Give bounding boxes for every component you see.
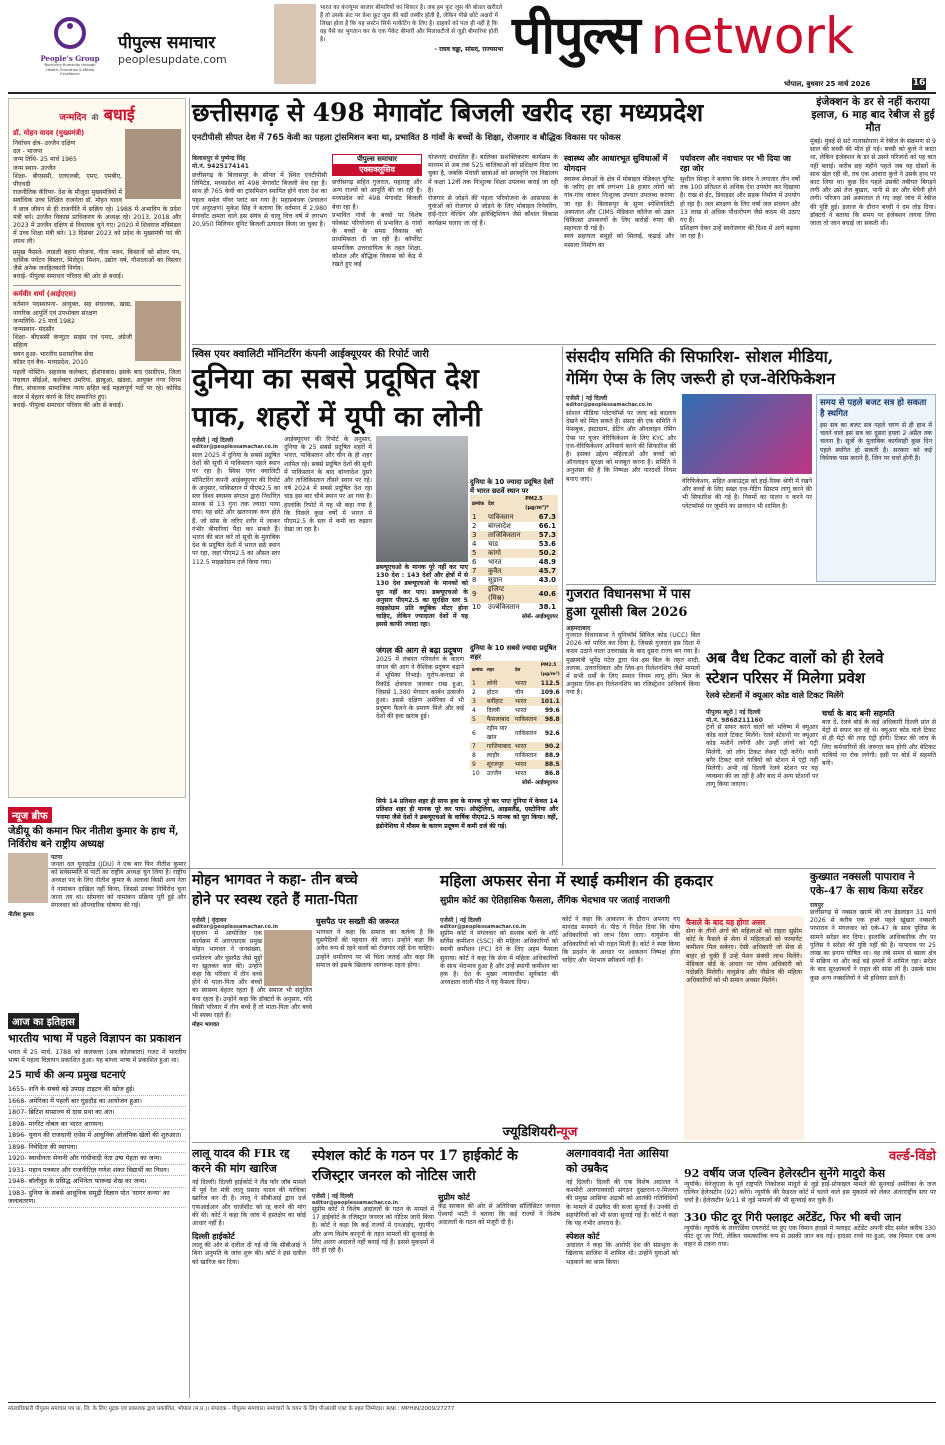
social-headline-2[interactable]: गेमिंग ऐप्स के लिए जरूरी हो एज-वेरिफिकेशन xyxy=(566,369,836,388)
pollution-city: नई दिल्ली xyxy=(211,437,234,444)
news-brief-city: पटना xyxy=(51,854,63,861)
vertical-divider-left xyxy=(189,98,190,1398)
countries-table-cell: 48.9 xyxy=(538,558,556,566)
page-number: 16 xyxy=(912,78,926,88)
lead-box-2-tail: प्रशिक्षण देकर उन्हें स्वरोजगार की दिशा में आगे बढ़ाया जा रहा है। xyxy=(680,225,800,241)
special-court-story: स्पेशल कोर्ट के गठन पर 17 हाईकोर्ट के रजिस्ट्रार जनरल को नोटिस जारी एजेंसी | नई दिल्ली editor@peoplessamachar.co.in सुप्रीम कोर्ट ने विशेष अदालतों के गठन के मामले में 17 हाईकोर्ट के रजिस्ट्रार जनरल को नोटिस जारी किया है। कोर्ट ने कहा कि कई राज्यों में एनआईए, यूएपीए और अन्य विशेष कानूनों के तहत मामलों की सुनवाई के लिए अलग अदालतें नहीं बनाई गई हैं। इससे मुकदमों में देरी हो रही है। सुप्रीम कोर्ट केंद्र सरकार की ओर से अतिरिक्त सॉलिसिटर जनरल ऐश्वर्या भाटी ने बताया कि कई राज्यों ने विशेष अदालतों के गठन को मंजूरी दी है। xyxy=(312,1148,560,1255)
quote-box xyxy=(320,4,503,86)
cm-name: डॉ. मोहन यादव (मुख्यमंत्री) xyxy=(13,129,85,137)
bhagwat-photo-caption: मोहन भागवत xyxy=(192,1022,220,1029)
bhagwat-headline-1[interactable]: मोहन भागवत ने कहा- तीन बच्चे xyxy=(192,872,358,888)
lalu-box-title: दिल्ली हाईकोर्ट xyxy=(192,1232,235,1242)
peoples-group-emblem-icon xyxy=(53,16,87,50)
army-agency: एजेंसी xyxy=(440,917,454,924)
cities-table-cell: 8 xyxy=(472,752,476,759)
lead-body-1: छत्तीसगढ़ के बिलासपुर के सीपत में स्थित एनटीपीसी लिमिटेड, मध्यप्रदेश को 498 मेगावॉट बिजली बेच रहा है। साथ ही 765 केवी का ट्रांसमिशन स्थापित होने वाला देश का पहला थर्मल पॉवर प्लांट बन गया है। महाप्रबंधक (प्रचालन एवं अनुरक्षण) मुकेश सिंह ने बताया कि वर्तमान में 2,980 मेगावॉट क्षमता वाले इस संयंत्र से चालू वित्त वर्ष में लगभग 20,950 मिलियन यूनिट बिजली उत्पादन किया जा चुका है। xyxy=(192,172,327,229)
lalu-story xyxy=(192,1146,306,1396)
countries-table-cell: उज्बेकिस्तान xyxy=(487,603,520,611)
cm-profile-extra: प्रमुख फैसले- लाडली बहना योजना, गीता भवन, किसानों को सोलर पंप, धार्मिक पर्यटन विस्तार, मिलेट्स मिशन, उद्योग वर्ष, गौशालाओं का विस्तार जैसे अनेक जनहितकारी निर्णय। बधाई- पीपुल्स समाचार परिवार की ओर से बधाई। xyxy=(13,248,181,281)
cities-table-cell: 88.5 xyxy=(539,760,562,769)
pollution-body-2: आईक्यूएयर की रिपोर्ट के अनुसार, दुनिया के 25 सबसे प्रदूषित शहरों में भारत, पाकिस्तान और चीन के ही शहर शामिल रहे। सबसे प्रदूषित देशों की सूची में पाकिस्तान के बाद बांग्लादेश दूसरे और ताजिकिस्तान तीसरे स्थान पर रहे। वर्ष 2024 में सबसे प्रदूषित देश रहा चाड इस बार चौथे स्थान पर आ गया है। हालांकि रिपोर्ट में यह भी कहा गया है कि पिछले कुछ वर्षों में भारत में पीएम2.5 के स्तर में कमी का रुझान देखा जा रहा है। xyxy=(284,436,372,534)
cities-table-cell: भारत xyxy=(514,770,527,777)
dateline: भोपाल, बुधवार 25 मार्च 2026 xyxy=(784,80,871,88)
cities-table-cell: सूरजपुर xyxy=(485,760,513,769)
history-event: 1898- मार्गरेट नोबल का भारत आगमन। xyxy=(8,1119,186,1131)
countries-table-cell: 8 xyxy=(472,576,477,584)
cities-table-title: दुनिया के 10 सबसे ज्यादा प्रदूषित शहर xyxy=(470,644,557,661)
history-event: 1655- शनि के सबसे बड़े उपग्रह टाइटन की खोज हुई। xyxy=(8,1084,186,1096)
history-event: 1807- ब्रिटिश साम्राज्य से दास प्रथा का अंत। xyxy=(8,1107,186,1119)
cities-table-row xyxy=(470,751,562,760)
masthead-divider xyxy=(8,92,936,94)
army-subhead: सुप्रीम कोर्ट का ऐतिहासिक फैसला, लैंगिक भेदभाव पर जताई नाराजगी xyxy=(440,896,670,906)
news-brief-body: जनता दल यूनाइटेड (JDU) ने एक बार फिर नीतीश कुमार को सर्वसम्मति से पार्टी का राष्ट्रीय अध्यक्ष चुन लिया है। राष्ट्रीय अध्यक्ष पद के लिए नीतीश कुमार के अलावा किसी अन्य नेता ने नामांकन दाखिल नहीं किया, जिससे उनका निर्विरोध चुना जाना तय था। सोमवार को नामांकन प्रक्रिया पूरी हुई और मंगलवार को औपचारिक घोषणा की गई। xyxy=(51,861,186,910)
history-events-title: 25 मार्च की अन्य प्रमुख घटनाएं xyxy=(8,1070,126,1082)
website[interactable]: peoplesupdate.com xyxy=(118,53,227,66)
countries-table-row xyxy=(470,531,558,540)
countries-col-country: देश xyxy=(486,495,523,513)
naxal-body: छत्तीसगढ़ से नक्सल खात्मे की तय डेडलाइन 31 मार्च 2026 से करीब एक हफ्ते पहले खूंखार नक्सली पापाराव ने मंगलवार को एके-47 के साथ पुलिस के सामने सरेंडर कर दिया। हालांकि आधिकारिक तौर पर पुलिस ने सरेंडर की पुष्टि नहीं की है। पापाराव पर 25 लाख का इनाम घोषित था। वह लंबे समय से बस्तर क्षेत्र में सक्रिय था और कई बड़े हमलों में शामिल रहा। सरेंडर के बाद सुरक्षाबलों ने राहत की सांस ली है। उसके साथ कुछ अन्य नक्सलियों ने भी हथियार डाले हैं। xyxy=(810,909,936,982)
railway-side-text: बता दें, रेलवे बोर्ड के कई अधिकारी दिल्ली प्रांत से मेट्रो से सफर कर रहे थे। क्यूआर कोड वाले टिकट से ही मेट्रो की तरह एंट्री होगी। टिकट की जांच के लिए कर्मचारियों की जरूरत कम होगी और बेटिकट यात्रियों पर रोक लगेगी। इसी पर बोर्ड में सहमति बनी। xyxy=(822,719,936,768)
cm-photo xyxy=(125,129,181,199)
fire-text: 2025 में लंबवत परिवर्तन के कारण जंगल की आग ने वैश्विक प्रदूषण बढ़ाने में भूमिका निभाई। यूरोप-कनाडा से रिकॉर्ड क्षेत्रफल जलकर राख हुआ, जिससे 1,380 मेगाटन कार्बन उत्सर्जन हुआ। इससे दक्षिण अमेरिका में भी प्रदूषण फैलने के प्रमाण मिले और कई देशों की हवा खराब हुई। xyxy=(376,656,464,721)
lead-subhead: एनटीपीसी सीपत देश में 765 केवी का पहला ट्रांसमिशन बना था, प्रभावित 8 गांवों के बच्चों के शिक्षा, रोजगार व बौद्धिक विकास पर फोकस xyxy=(192,132,621,142)
ucc-story xyxy=(566,586,700,866)
countries-table-cell: 7 xyxy=(470,567,486,576)
history-event: 1931- महान पत्रकार और राजनीतिज्ञ गणेश शंकर विद्यार्थी का निधन। xyxy=(8,1165,186,1177)
world-body-1: न्यूयॉर्क। वेनेजुएला के पूर्व राष्ट्रपति निकोलस मादुरो से जुड़े हाई-प्रोफाइल मामले की सुनवाई अमेरिका के जज एल्विन हेलेरस्टीन (92) करेंगे। न्यूयॉर्क की फेडरल कोर्ट में चलने वाले इस मुकदमे को लेकर अंतरराष्ट्रीय स्तर पर चर्चा है। हेलेरस्टीन 9/11 से जुड़े मामलों की भी सुनवाई कर चुके हैं। xyxy=(684,1181,936,1205)
divider-4 xyxy=(192,1142,936,1143)
social-city: नई दिल्ली xyxy=(585,395,608,402)
court-agency: एजेंसी xyxy=(312,1193,326,1200)
history-event: 1948- बॉलीवुड के प्रसिद्ध अभिनेता फारूख शेख का जन्म। xyxy=(8,1176,186,1188)
cities-table-row xyxy=(470,724,562,742)
birthday-heading xyxy=(13,103,181,125)
asia-story xyxy=(566,1146,678,1396)
paper-small-title xyxy=(118,30,268,70)
pollution-body-1: साल 2025 में दुनिया के सबसे प्रदूषित देशों की सूची में पाकिस्तान पहले स्थान पर रहा है। स्विस एयर क्वालिटी मॉनिटरिंग कंपनी आईक्यूएयर की रिपोर्ट के अनुसार, पाकिस्तान में पीएम2.5 का स्तर विश्व स्वास्थ्य संगठन द्वारा निर्धारित मानक से 13 गुना तक ज्यादा पाया गया। यह छोटे और खतरनाक कण होते हैं, जो सांस के जरिए शरीर में जाकर गंभीर बीमारियां पैदा कर सकते हैं। भारत की बात करें तो सूची के मुताबिक देश के प्रदूषित देशों में भारत छठे स्थान पर रहा, जहां पीएम2.5 का औसत स्तर 112.5 माइक्रोग्राम दर्ज किया गया। xyxy=(192,452,280,566)
bhagwat-city: वृंदावन xyxy=(211,917,227,924)
railway-city: नई दिल्ली xyxy=(739,709,761,716)
countries-table-row xyxy=(470,603,558,612)
cities-table-cell: 5 xyxy=(470,715,485,724)
group-tagline: Nurturing Humanity through Health, Education & Media Excellence xyxy=(44,63,96,76)
pollution-headline-1[interactable]: दुनिया का सबसे प्रदूषित देश xyxy=(192,362,479,395)
cities-table-row xyxy=(470,706,562,715)
cities-table xyxy=(470,661,562,778)
nitish-caption: नीतीश कुमार xyxy=(8,912,34,919)
lead-body-3: योजनाएं संचालित हैं। बालिका सशक्तिकरण कार्यक्रम के माध्यम से अब तक 525 बालिकाओं को प्रशिक्षण दिया जा चुका है, जबकि मेधावी छात्राओं को छात्रवृत्ति एवं विद्यालय में कक्षा 12वीं तक निःशुल्क शिक्षा उपलब्ध कराई जा रही है। रोजगार से जोड़ने की पहलः परियोजना के आसपास के युवाओं को रोजगार से जोड़ने के लिए मोबाइल रिपेयरिंग, हाई-एंटर वेल्डिंग और इलेक्ट्रिशियन जैसे कौशल विकास कार्यक्रम चलाए जा रहे हैं। xyxy=(428,154,558,227)
countries-table-cell: 4 xyxy=(472,540,477,548)
countries-source: सोर्स- आईक्यूएयर xyxy=(522,614,558,620)
bhagwat-story: मोहन भागवत ने कहा- तीन बच्चे होने पर स्वस्थ रहते हैं माता-पिता एजेंसी | वृंदावन editor@peoplessamachar.co.in वृंदावन में आयोजित एक कार्यक्रम में आरएसएस प्रमुख मोहन भागवत ने जनसंख्या, धर्मांतरण और घुसपैठ जैसे मुद्दों पर खुलकर बात की। उन्होंने कहा कि परिवार में तीन बच्चे होने से माता-पिता और बच्चों का स्वास्थ्य बेहतर रहता है और समाज भी संतुलित बना रहता है। उन्होंने कहा कि डॉक्टरों के अनुसार, यदि किसी परिवार में तीन बच्चे हैं तो माता-पिता और बच्चे भी स्वस्थ रहते हैं। मोहन भागवत घुसपैठ पर सख्ती की जरूरत भागवत ने कहा कि समाज का कर्तव्य है कि घुसपैठियों की पहचान की जाए। उन्होंने कहा कि अवैध रूप से रहने वालों को रोजगार नहीं देना चाहिए। उन्होंने धर्मांतरण पर भी चिंता जताई और कहा कि समाज को इसके खिलाफ जागरूक रहना होगा। xyxy=(192,872,434,1029)
cities-table-cell: 2 xyxy=(472,689,476,696)
cities-table-cell: भारत xyxy=(513,760,539,769)
army-headline[interactable]: महिला अफसर सेना में स्थाई कमीशन की हकदार xyxy=(440,871,714,890)
countries-table-cell: 5 xyxy=(470,549,486,558)
pollution-agency: एजेंसी xyxy=(192,437,206,444)
countries-table-cell: 38.1 xyxy=(538,603,556,611)
countries-table-cell: 9 xyxy=(470,585,486,603)
cities-table-cell: 88.9 xyxy=(544,752,560,759)
countries-table-cell: पाकिस्तान xyxy=(486,513,523,522)
special-court-body: सुप्रीम कोर्ट ने विशेष अदालतों के गठन के मामले में 17 हाईकोर्ट के रजिस्ट्रार जनरल को नोटिस जारी किया है। कोर्ट ने कहा कि कई राज्यों में एनआईए, यूएपीए और अन्य विशेष कानूनों के तहत मामलों की सुनवाई के लिए अलग अदालतें नहीं बनाई गई हैं। इससे मुकदमों में देरी हो रही है। xyxy=(312,1206,434,1255)
quote-text: भारत का कंज्यूमर बाजार बीमारियों का शिकार है। जब हम फूट जूस की बोतल खरीदते हैं तो उसके फ्रंट पर फ्रेश फ्रूट जूस की बड़ी तस्वीर होती है, लेकिन पीछे छोटे अक्षरों में लिखा होता है कि यह सस्टेन सिर्फ मार्केटिंग के लिए है। ग्राहकों को पता ही नहीं है कि वह पैसे का भुगतान कर के एक पैकेट बीमारी और मिलावटीजें से जुड़ी बीमारियां होती है। xyxy=(320,5,503,43)
lead-body-2: छत्तीसगढ़ सहित गुजरात, महाराष्ट्र और अन्य राज्यों को आपूर्ति की जा रही है। मध्यप्रदेश को 498 मेगावॉट बिजली बेचा रहा है। प्रभावित गांवों के बच्चों पर विशेष फोकसः परियोजना से प्रभावित 8 गांवों के बच्चों के समग्र विकास को प्राथमिकता दी जा रही है। कॉर्पोरेट सामाजिक उत्तरदायित्व के तहत शिक्षा, कौशल और बौद्धिक विकास को केंद्र में रखते हुए कई xyxy=(332,179,422,269)
exclusive-badge-label: एक्सक्लूसिव xyxy=(333,164,421,175)
army-side-title: फैसले के बाद यह होगा असर xyxy=(686,918,766,927)
countries-table-cell: ताजिकिस्तान xyxy=(486,531,523,540)
countries-table-row xyxy=(470,558,558,567)
divider-1 xyxy=(192,344,936,345)
masthead xyxy=(0,0,945,92)
cities-table-cell: चीन xyxy=(514,689,524,696)
bhagwat-body: वृंदावन में आयोजित एक कार्यक्रम में आरएसएस प्रमुख मोहन भागवत ने जनसंख्या, धर्मांतरण और घुसपैठ जैसे मुद्दों पर खुलकर बात की। उन्होंने कहा कि परिवार में तीन बच्चे होने से माता-पिता और बच्चों का स्वास्थ्य बेहतर रहता है और समाज भी संतुलित बना रहता है। उन्होंने कहा कि डॉक्टरों के अनुसार, यदि किसी परिवार में तीन बच्चे हैं तो माता-पिता और बच्चे भी स्वस्थ रहते हैं। xyxy=(192,930,312,1020)
countries-table-cell: 67.3 xyxy=(523,513,558,522)
bhagwat-side-text: भागवत ने कहा कि समाज का कर्तव्य है कि घुसपैठियों की पहचान की जाए। उन्होंने कहा कि अवैध रूप से रहने वालों को रोजगार नहीं देना चाहिए। उन्होंने धर्मांतरण पर भी चिंता जताई और कहा कि समाज को इसके खिलाफ जागरूक रहना होगा। xyxy=(316,929,434,969)
fire-title: जंगल की आग से बढ़ा प्रदूषण xyxy=(376,646,463,655)
lead-box-1-tail: स्वयं सहायता समूहों को सिलाई, कढ़ाई और मसाला निर्माण का xyxy=(564,233,674,249)
lead-box-1-text: स्वास्थ्य सेवाओं के क्षेत्र में मोबाइल मेडिकल यूनिट के जरिए हर वर्ष लगभग 18 हजार लोगों को गांव-गांव जाकर निःशुल्क उपचार उपलब्ध कराया जा रहा है। बिलासपुर के सुपर स्पेशियलिटी अस्पताल और CIMS मेडिकल कॉलेज को उन्नत चिकित्सा उपकरणों के लिए करोड़ों रुपए की सहायता दी गई है। xyxy=(564,176,674,233)
cities-table-row xyxy=(470,760,562,769)
countries-table-cell: 53.6 xyxy=(538,540,556,548)
quote-author: - राघव चड्ढा, सांसद, राज्यसभा xyxy=(434,46,503,53)
ucc-headline-2[interactable]: हुआ यूसीसी बिल 2026 xyxy=(566,605,688,620)
countries-table-cell: इजिप्ट (मिस्र) xyxy=(486,585,523,603)
world-headline-1[interactable]: 92 वर्षीय जज एल्विन हेलेरस्टीन सुनेंगे मादुरो केस xyxy=(684,1167,886,1180)
bhagwat-agency: एजेंसी xyxy=(192,917,206,924)
bhagwat-side-title: घुसपैठ पर सख्ती की जरूरत xyxy=(316,917,399,926)
social-headline-1[interactable]: संसदीय समिति की सिफारिश- सोशल मीडिया, xyxy=(566,347,834,366)
lead-story xyxy=(192,96,802,342)
cities-table-cell: 1 xyxy=(470,679,485,688)
rabies-body: मुंबई। मुंबई से सटे नालासोपारा में रेबीज के संक्रमण से 9 साल की बच्ची की मौत हो गई। बच्ची को कुत्ते ने काटा था, लेकिन इंजेक्शन के डर से उसने परिजनों को यह बात नहीं बताई। करीब छह महीने पहले जब वह दोस्तों के साथ खेल रही थी, तब एक आवारा कुत्ते ने उसके हाथ पर काट लिया था। कुछ दिन पहले उसकी तबीयत बिगड़ने लगी और उसे तेज बुखार, पानी से डर और बेचैनी होने लगी। परिजन उसे अस्पताल ले गए जहां जांच में रेबीज की पुष्टि हुई। इलाज के दौरान बच्ची ने दम तोड़ दिया। डॉक्टरों ने बताया कि समय पर इंजेक्शन लगवा लिया जाता तो जान बचाई जा सकती थी। xyxy=(810,138,936,228)
cities-table-box xyxy=(470,644,558,794)
judiciary-band-2: न्यूज xyxy=(556,1125,578,1140)
cities-table-cell: गाजियाबाद xyxy=(486,743,511,750)
lead-box-1-title: स्वास्थ्य और आधारभूत सुविधाओं में योगदान xyxy=(564,154,668,173)
countries-table-cell: 2 xyxy=(472,522,477,530)
social-agency: एजेंसी xyxy=(566,395,580,402)
cities-table-cell: 4 xyxy=(472,707,476,714)
countries-table-cell: 50.2 xyxy=(523,549,558,558)
army-email[interactable]: editor@peoplessamachar.co.in xyxy=(440,924,527,930)
cities-table-cell: भारत xyxy=(514,707,527,714)
railway-story: अब वैध टिकट वालों को ही रेलवे स्टेशन परिसर में मिलेगा प्रवेश रेलवे स्टेशनों में क्यूआर कोड वाले टिकट मिलेंगे पीपुल्स ब्यूरो | नई दिल्ली मो.नं. 9868211160 ट्रेनों से सफर करने वालों को भविष्य में क्यूआर कोड वाले टिकट मिलेंगे। रेलवे स्टेशनों पर क्यूआर कोड मशीनें लगेंगी और उन्हीं लोगों को एंट्री मिलेगी, जो लोग टिकट लेकर एंट्री करेंगे। यानी बगैर टिकट वाले यात्रियों को स्टेशन में एंट्री नहीं मिलेगी। अभी नई दिल्ली रेलवे स्टेशन पर यह व्यवस्था की जा रही है और बाद में अन्य स्टेशनों पर लागू किया जाएगा। चर्चा के बाद बनी सहमति बता दें, रेलवे बोर्ड के कई अधिकारी दिल्ली प्रांत से मेट्रो से सफर कर रहे थे। क्यूआर कोड वाले टिकट से ही मेट्रो की तरह एंट्री होगी। टिकट की जांच के लिए कर्मचारियों की जरूरत कम होगी और बेटिकट यात्रियों पर रोक लगेगी। इसी पर बोर्ड में सहमति बनी। xyxy=(706,649,936,789)
countries-table-cell: कांगो xyxy=(486,549,523,558)
cities-table-cell: 109.6 xyxy=(540,689,560,696)
railway-subhead: रेलवे स्टेशनों में क्यूआर कोड वाले टिकट मिलेंगे xyxy=(706,690,844,700)
asia-box-title: स्पेशल कोर्ट xyxy=(566,1232,600,1242)
cities-table-cell: 90.2 xyxy=(539,742,562,751)
cities-table-cell: 112.5 xyxy=(540,680,560,687)
naxal-headline[interactable]: कुख्यात नक्सली पापाराव ने एके-47 के साथ किया सरेंडर xyxy=(810,871,923,897)
exclusive-badge-paper: पीपुल्स समाचार xyxy=(356,155,398,163)
group-name: People's Group xyxy=(40,54,100,63)
cities-col-rank: क्रमांक xyxy=(470,661,485,679)
cities-table-row xyxy=(470,769,562,778)
budget-box-text: इस सत्र का बजट सत्र पहले चरण से ही हाथ में चलने वाले इस सत्र का दूसरा हफ्ता 2 अप्रैल तक चलना है। सूत्रों के मुताबिक कार्यवाही कुछ दिन पहले स्थगित हो सकती है। सरकार को कई विधेयक पास कराने हैं, जिन पर चर्चा होनी है। xyxy=(820,422,932,462)
judiciary-band xyxy=(440,1122,640,1140)
army-body-1: सुप्रीम कोर्ट ने मंगलवार को सशस्त्र बलों के शॉर्ट सर्विस कमीशन (SSC) की महिला अधिकारियों को स्थायी कमीशन (PC) देने के लिए अहम फैसला सुनाया। कोर्ट ने कहा कि सेना में महिला अधिकारियों के साथ भेदभाव हुआ है और उन्हें स्थायी कमीशन का हक है। देश के मुख्य न्यायाधीश सूर्यकांत की अध्यक्षता वाली पीठ ने यह फैसला दिया। xyxy=(440,930,558,987)
social-photo-caption: वेरिफिकेशन, सहित अकाउंट्स को हाई-रिस्क श्रेणी में रखने और बच्चों के लिए सख्त एज-गेटिंग सिस्टम लागू करने की भी सिफारिश की गई है। नियमों का पालन न करने पर प्लेटफॉर्म्स पर जुर्माने का प्रावधान भी शामिल है। xyxy=(682,478,812,510)
world-band: वर्ल्ड-विंडो xyxy=(889,1149,936,1164)
army-city: नई दिल्ली xyxy=(459,917,482,924)
pollution-kicker: स्विस एयर क्वालिटी मॉनिटरिंग कंपनी आईक्यूएयर की रिपोर्ट जारी xyxy=(192,349,429,360)
cities-table-cell: 10 xyxy=(472,770,480,777)
cities-table-cell: उज्जैन xyxy=(486,770,502,777)
countries-table-row xyxy=(470,540,558,549)
rabies-story xyxy=(810,96,936,340)
world-body-2: न्यूयॉर्क। न्यूयॉर्क के लागार्डिया एयरपोर्ट पर हुए एक विमान हादसे में फ्लाइट अटेंडेंट अपनी सीट समेत करीब 330 फीट दूर जा गिरी, लेकिन चमत्कारिक रूप से उसकी जान बच गई। हादसा रनवे पर हुआ, जब विमान एक अन्य वाहन से टकरा गया। xyxy=(684,1224,936,1249)
lalu-headline[interactable]: लालू यादव की FIR रद्द करने की मांग खारिज xyxy=(192,1147,290,1175)
countries-table-row xyxy=(470,567,558,576)
ucc-headline-1[interactable]: गुजरात विधानसभा में पास xyxy=(566,587,691,602)
brand-hindi: पीपुल्स xyxy=(512,6,640,66)
footer-divider xyxy=(8,1402,936,1403)
cities-col-city: शहर xyxy=(485,661,513,679)
cities-table-row xyxy=(470,679,562,688)
divider-2 xyxy=(566,584,936,585)
cities-table-cell: 101.1 xyxy=(540,698,560,705)
naxal-city: रायपुर xyxy=(810,902,824,909)
pollution-headline-2[interactable]: पाक, शहरों में यूपी का लोनी xyxy=(192,400,482,433)
countries-table-title: दुनिया के 10 ज्यादा प्रदूषित देशों में भारत छठवें स्थान पर xyxy=(470,478,554,495)
pollution-photo-caption: डब्ल्यूएचओ के मानक पूरे नहीं कर पाए 130 देश : 143 देशों और क्षेत्रों में से 130 देश डब्ल्यूएचओ के मानकों को पूरा नहीं कर पाए। डब्ल्यूएचओ के अनुसार पीएम2.5 का सुरक्षित स्तर 5 माइक्रोग्राम प्रति क्यूबिक मीटर होना चाहिए, लेकिन ज्यादातर देशों में यह इससे काफी ज्यादा रहा। xyxy=(376,564,468,629)
countries-table-cell: 43.0 xyxy=(538,576,556,584)
lead-byline: बिलासपुर से पुष्पेन्द्र सिंह xyxy=(192,155,246,162)
court-box-text: केंद्र सरकार की ओर से अतिरिक्त सॉलिसिटर जनरल ऐश्वर्या भाटी ने बताया कि कई राज्यों ने विशेष अदालतों के गठन को मंजूरी दी है। xyxy=(438,1203,560,1227)
social-email[interactable]: editor@peoplessamachar.co.in xyxy=(566,402,653,408)
countries-table-cell: 3 xyxy=(470,531,486,540)
history-events-list xyxy=(8,1084,186,1208)
countries-table-cell: 45.7 xyxy=(523,567,558,576)
nitish-photo xyxy=(8,853,48,903)
birthday-title-main: बधाई xyxy=(103,105,135,124)
pollution-footnote: सिर्फ 14 प्रतिशत शहर ही साफ हवा के मानक पूरे कर पाएः दुनिया में केवल 14 प्रतिशत शहर ही मानक पूरे कर पाए। ऑस्ट्रेलिया, आइसलैंड, एस्टोनिया और पनामा जैसे देशों ने डब्ल्यूएचओ के वार्षिक पीएम2.5 मानक को पूरा किया। वहीं, इंडोनेशिया में मौसम के कारण प्रदूषण में कमी दर्ज की गई। xyxy=(376,798,558,830)
lead-box-2-text: सुशील सिन्हा ने बताया कि संयंत्र ने लगातार तीन वर्षों तक 100 प्रतिशत से अधिक ऐश उपयोग कर दिखाया है। राख से ईंट, डिवाइडर और सड़क निर्माण में उपयोग हो रहा है। जल संरक्षण के लिए वर्षा जल संचयन और 13 लाख से अधिक पौधारोपण जैसे कदम भी उठाए गए हैं। xyxy=(680,176,800,225)
quote-author-photo xyxy=(274,4,316,84)
paper-small-name: पीपुल्स समाचार xyxy=(118,33,216,53)
history-event: 1983- दुनिया के सबसे आधुनिक समुद्री विज्ञान पोत 'सागर कन्या' का जलावतरण। xyxy=(8,1188,186,1208)
countries-table-cell: 40.6 xyxy=(523,585,558,603)
history-body: भारत में 25 मार्च, 1788 को कलकत्ता (अब कोलकाता) गजट में भारतीय भाषा में पहला विज्ञापन प्रकाशित हुआ। यह बांग्ला भाषा में प्रकाशित हुआ था। xyxy=(8,1049,186,1065)
railway-phone: मो.नं. 9868211160 xyxy=(706,717,763,724)
history-label: आज का इतिहास xyxy=(8,1013,79,1029)
cities-table-row xyxy=(470,715,562,724)
cities-table-cell: लोनी xyxy=(485,679,513,688)
countries-table-cell: 10 xyxy=(472,603,481,611)
army-body-2: कोर्ट ने कहा कि आकलन के दौरान अपनाए गए मानदंड मनमाने थे। पीठ ने निर्देश दिया कि योग्य अधिकारियों को लाभ दिया जाए। वायुसेना की अधिकारियों को भी राहत मिली है। कोर्ट ने स्पष्ट किया कि प्रदर्शन के आधार पर आकलन निष्पक्ष होना चाहिए और भेदभाव स्वीकार्य नहीं है। xyxy=(562,916,680,965)
cities-table-cell: 6 xyxy=(472,729,476,737)
naxal-story xyxy=(810,870,936,1140)
budget-box xyxy=(816,394,936,582)
countries-table-cell: कुवैत xyxy=(486,567,523,576)
cities-table-cell: बर्नीहाट xyxy=(485,697,513,706)
bhagwat-headline-2[interactable]: होने पर स्वस्थ रहते हैं माता-पिता xyxy=(192,892,358,908)
army-side-text: सेना के तीनों अंगों की महिलाओं को राहतः सुप्रीम कोर्ट के फैसले से सेना में महिलाओं को परमानेंट कमीशन मिल सकेगा। ऐसी अधिकारी जो सेवा से बाहर हो चुकी हैं उन्हें पेंशन संबंधी लाभ मिलेंगे। मेडिकल बोर्ड के आधार पर योग्य अधिकारी को पदोन्नति मिलेगी। वायुसेना और नौसेना की महिला अधिकारियों को भी समान अवसर मिलेंगे। xyxy=(686,928,802,985)
countries-table-box xyxy=(470,478,558,638)
cities-table-cell: पाकिस्तान xyxy=(514,752,537,759)
cities-table-cell: 98.8 xyxy=(539,715,562,724)
cities-table-cell: 7 xyxy=(470,742,485,751)
history-event: 1920- स्वाधीनता सेनानी और गांधीवादी नेता उषा मेहता का जन्म। xyxy=(8,1153,186,1165)
brand-title xyxy=(512,0,932,80)
bhagwat-photo xyxy=(264,930,312,986)
countries-table-row xyxy=(470,549,558,558)
lalu-body: नई दिल्ली। दिल्ली हाईकोर्ट ने लैंड फॉर जॉब मामले में पूर्व रेल मंत्री लालू प्रसाद यादव की याचिका खारिज कर दी है। लालू ने सीबीआई द्वारा दर्ज एफआईआर और चार्जशीट को रद्द करने की मांग की थी। कोर्ट ने कहा कि जांच में हस्तक्षेप का कोई आधार नहीं है। xyxy=(192,1179,306,1228)
peoples-group-logo xyxy=(40,16,100,81)
cities-table-cell: रहीम यार खान xyxy=(486,725,507,741)
cities-table-row xyxy=(470,697,562,706)
countries-table-cell: बांग्लादेश xyxy=(487,522,511,530)
news-brief xyxy=(8,804,186,1004)
countries-table-cell: 66.1 xyxy=(538,522,556,530)
court-city: नई दिल्ली xyxy=(331,1193,354,1200)
news-brief-headline[interactable]: जेडीयू की कमान फिर नीतीश कुमार के हाथ में, निर्विरोध बने राष्ट्रीय अध्यक्ष xyxy=(8,826,179,850)
ucc-body: गुजरात विधानसभा ने यूनिफॉर्म सिविल कोड (UCC) बिल 2026 को पारित कर दिया है, जिससे गुजरात इस दिशा में कदम उठाने वाला उत्तराखंड के बाद दूसरा राज्य बन गया है। मुख्यमंत्री भूपेंद्र पटेल द्वारा पेश इस बिल के तहत शादी, तलाक, उत्तराधिकार और लिव-इन रिलेशनशिप जैसे मामलों में सभी धर्मों के लिए समान नियम लागू होंगे। बिल के अनुसार लिव-इन रिलेशनशिप का रजिस्ट्रेशन अनिवार्य किया गया है। xyxy=(566,632,700,697)
history-box xyxy=(8,1010,186,1400)
railway-side-title: चर्चा के बाद बनी सहमति xyxy=(822,709,895,718)
lead-headline[interactable]: छत्तीसगढ़ से 498 मेगावॉट बिजली खरीद रहा मध्यप्रदेश xyxy=(192,98,704,127)
countries-table-row xyxy=(470,585,558,603)
railway-headline-1[interactable]: अब वैध टिकट वालों को ही रेलवे xyxy=(706,649,884,667)
railway-byline: पीपुल्स ब्यूरो xyxy=(706,709,733,716)
cities-table-cell: 86.8 xyxy=(544,770,560,777)
vertical-divider-mid xyxy=(562,346,563,866)
countries-table-row xyxy=(470,513,558,522)
countries-table-cell: 57.3 xyxy=(523,531,558,540)
judiciary-band-1: ज्यूडिशियरी xyxy=(502,1125,557,1140)
lead-box-2-title: पर्यावरण और नवाचार पर भी दिया जा रहा जोर xyxy=(680,154,791,173)
countries-table-cell: 6 xyxy=(472,558,477,566)
ucc-city: अहमदाबाद xyxy=(566,625,591,632)
special-court-headline[interactable]: स्पेशल कोर्ट के गठन पर 17 हाईकोर्ट के रजिस्ट्रार जनरल को नोटिस जारी xyxy=(312,1148,518,1184)
cities-table-cell: पाकिस्तान xyxy=(514,716,537,723)
army-story: महिला अफसर सेना में स्थाई कमीशन की हकदार सुप्रीम कोर्ट का ऐतिहासिक फैसला, लैंगिक भेदभाव पर जताई नाराजगी एजेंसी | नई दिल्ली editor@peoplessamachar.co.in सुप्रीम कोर्ट ने मंगलवार को सशस्त्र बलों के शॉर्ट सर्विस कमीशन (SSC) की महिला अधिकारियों को स्थायी कमीशन (PC) देने के लिए अहम फैसला सुनाया। कोर्ट ने कहा कि सेना में महिला अधिकारियों के साथ भेदभाव हुआ है और उन्हें स्थायी कमीशन का हक है। देश के मुख्य न्यायाधीश सूर्यकांत की अध्यक्षता वाली पीठ ने यह फैसला दिया। कोर्ट ने कहा कि आकलन के दौरान अपनाए गए मानदंड मनमाने थे। पीठ ने निर्देश दिया कि योग्य अधिकारियों को लाभ दिया जाए। वायुसेना की अधिकारियों को भी राहत मिली है। कोर्ट ने स्पष्ट किया कि प्रदर्शन के आधार पर आकलन निष्पक्ष होना चाहिए और भेदभाव स्वीकार्य नहीं है। फैसले के बाद यह होगा असर सेना के तीनों अंगों की महिलाओं को राहतः सुप्रीम कोर्ट के फैसले से सेना में महिलाओं को परमानेंट कमीशन मिल सकेगा। ऐसी अधिकारी जो सेवा से बाहर हो चुकी हैं उन्हें पेंशन संबंधी लाभ मिलेंगे। मेडिकल बोर्ड के आधार पर योग्य अधिकारी को पदोन्नति मिलेगी। वायुसेना और नौसेना की महिला अधिकारियों को भी समान अवसर मिलेंगे। xyxy=(440,870,804,1140)
ias-photo xyxy=(135,301,181,361)
cities-table-cell: फैसलाबाद xyxy=(485,715,513,724)
history-event: 1668- अमेरिका में पहली बार घुड़दौड़ का आयोजन हुआ। xyxy=(8,1096,186,1108)
pollution-factory-photo xyxy=(376,436,468,562)
rabies-headline[interactable]: इंजेक्शन के डर से नहीं कराया इलाज, 6 माह बाद रेबीज से हुई मौत xyxy=(811,96,935,134)
ias-profile-extra: पहली पोस्टिंग- सहायक कलेक्टर, होशंगाबाद। इसके बाद एसडीएम, जिला पंचायत सीईओ, कलेक्टर उमरिया, झाबुआ, खंडवा, आयुक्त नगर निगम रीवा, संचालक सामाजिक न्याय सहित कई महत्वपूर्ण पदों पर रहे। कोविड काल में बेहतर कार्य के लिए सम्मानित हुए। बधाई- पीपुल्स समाचार परिवार की ओर से बधाई। xyxy=(13,369,181,409)
cities-table-cell: भारत xyxy=(513,697,539,706)
ias-profile: वर्तमान पदस्थापना- आयुक्त, सह संचालक, खाद्य, नागरिक आपूर्ति एवं उपभोक्ता संरक्षण जन्मतिथि- 25 मार्च 1982 जन्मस्थान- मंदसौर शिक्षा- बीएससी कंप्यूटर साइंस एवं एमए, अंग्रेजी सहित्य चयन हुआ- भारतीय प्रशासनिक सेवा कॉडर एवं बैच- मध्यप्रदेश, 2010 xyxy=(13,301,132,366)
cities-table-row xyxy=(470,742,562,751)
birthday-title-top: जन्मदिन xyxy=(59,113,87,123)
cities-table-cell: पाकिस्तान xyxy=(514,729,537,737)
history-event: 1896- यूनान की राजधानी एथेंस में आधुनिक ओलंपिक खेलों की शुरुआत। xyxy=(8,1130,186,1142)
countries-table xyxy=(470,495,558,612)
asia-box-text: अदालत ने कहा कि आरोपी देश की संप्रभुता के खिलाफ साजिश में शामिल थी। उन्होंने युवाओं को भड़काने का काम किया। xyxy=(566,1242,678,1266)
cities-table-cell: 92.6 xyxy=(544,729,560,737)
countries-table-row xyxy=(470,576,558,585)
cities-table-cell: भारत xyxy=(513,742,539,751)
asia-body: नई दिल्ली। दिल्ली की एक विशेष अदालत ने कश्मीरी अलगाववादी संगठन दुख्तरान-ए-मिल्लत की प्रमुख आसिया अंद्राबी को आतंकी गतिविधियों के मामले में उम्रकैद की सजा सुनाई है। उनकी दो सहयोगियों को भी सजा सुनाई गई है। कोर्ट ने कहा कि यह गंभीर अपराध है। xyxy=(566,1179,678,1228)
lalu-box-text: लालू की ओर से दलील दी गई थी कि सीबीआई ने बिना अनुमति के जांच शुरू की। कोर्ट ने इस दलील को खारिज कर दिया। xyxy=(192,1242,306,1266)
brand-english: network xyxy=(650,7,854,65)
countries-table-row xyxy=(470,522,558,531)
cities-table-cell: होटन xyxy=(486,689,498,696)
countries-table-cell: सूडान xyxy=(487,576,503,584)
court-email[interactable]: editor@peoplessamachar.co.in xyxy=(312,1200,399,1206)
birthday-title-mid: की xyxy=(91,114,99,122)
social-body-1: सोशल मीडिया प्लेटफॉर्म्स पर जल्द बड़े बदलाव देखने को मिल सकते हैं। संसद की एक समिति ने फेसबुक, इंस्टाग्राम, डेटिंग और ऑनलाइन गेमिंग ऐप्स पर यूजर वेरिफिकेशन के लिए KYC और एज-वेरिफिकेशन अनिवार्य करने की सिफारिश की है। इसका उद्देश्य महिलाओं और बच्चों को ऑनलाइन सुरक्षा को मजबूत करना है। समिति ने अनुशंसा की है कि निष्पक्ष और पारदर्शी नियम बनाए जाएं। xyxy=(566,410,676,483)
countries-col-pm: PM2.5 (μg/m³)* xyxy=(523,495,558,513)
cities-table-cell: भारत xyxy=(513,679,539,688)
history-event: 1898- निवेदिता की स्थापना। xyxy=(8,1142,186,1154)
countries-col-rank: क्रमांक xyxy=(470,495,486,513)
railway-body: ट्रेनों से सफर करने वालों को भविष्य में क्यूआर कोड वाले टिकट मिलेंगे। रेलवे स्टेशनों पर क्यूआर कोड मशीनें लगेंगी और उन्हीं लोगों को एंट्री मिलेगी, जो लोग टिकट लेकर एंट्री करेंगे। यानी बगैर टिकट वाले यात्रियों को स्टेशन में एंट्री नहीं मिलेगी। अभी नई दिल्ली रेलवे स्टेशन पर यह व्यवस्था की जा रही है और बाद में अन्य स्टेशनों पर लागू किया जाएगा। xyxy=(706,724,818,789)
pollution-story: स्विस एयर क्वालिटी मॉनिटरिंग कंपनी आईक्यूएयर की रिपोर्ट जारी दुनिया का सबसे प्रदूषित देश पाक, शहरों में यूपी का लोनी एजेंसी | नई दिल्ली editor@peoplessamachar.co.in साल 2025 में दुनिया के सबसे प्रदूषित देशों की सूची में पाकिस्तान पहले स्थान पर रहा है। स्विस एयर क्वालिटी मॉनिटरिंग कंपनी आईक्यूएयर की रिपोर्ट के अनुसार, पाकिस्तान में पीएम2.5 का स्तर विश्व स्वास्थ्य संगठन द्वारा निर्धारित मानक से 13 गुना तक ज्यादा पाया गया। यह छोटे और खतरनाक कण होते हैं, जो सांस के जरिए शरीर में जाकर गंभीर बीमारियां पैदा कर सकते हैं। भारत की बात करें तो सूची के मुताबिक देश के प्रदूषित देशों में भारत छठे स्थान पर रहा, जहां पीएम2.5 का औसत स्तर 112.5 माइक्रोग्राम दर्ज किया गया। आईक्यूएयर की रिपोर्ट के अनुसार, दुनिया के 25 सबसे प्रदूषित शहरों में भारत, पाकिस्तान और चीन के ही शहर शामिल रहे। सबसे प्रदूषित देशों की सूची में पाकिस्तान के बाद बांग्लादेश दूसरे और ताजिकिस्तान तीसरे स्थान पर रहे। वर्ष 2024 में सबसे प्रदूषित देश रहा चाड इस बार चौथे स्थान पर आ गया है। हालांकि रिपोर्ट में यह भी कहा गया है कि पिछले कुछ वर्षों में भारत में पीएम2.5 के स्तर में कमी का रुझान देखा जा रहा है। डब्ल्यूएचओ के मानक पूरे नहीं कर पाए 130 देश : 143 देशों और क्षेत्रों में से 130 देश डब्ल्यूएचओ के मानकों को पूरा नहीं कर पाए। डब्ल्यूएचओ के अनुसार पीएम2.5 का सुरक्षित स्तर 5 माइक्रोग्राम प्रति क्यूबिक मीटर होना चाहिए, लेकिन ज्यादातर देशों में यह इससे काफी ज्यादा रहा। जंगल की आग से बढ़ा प्रदूषण 2025 में लंबवत परिवर्तन के कारण जंगल की आग ने वैश्विक प्रदूषण बढ़ाने में भूमिका निभाई। यूरोप-कनाडा से रिकॉर्ड क्षेत्रफल जलकर राख हुआ, जिससे 1,380 मेगाटन कार्बन उत्सर्जन हुआ। इससे दक्षिण अमेरिका में भी प्रदूषण फैलने के प्रमाण मिले और कई देशों की हवा खराब हुई। दुनिया के 10 ज्यादा प्रदूषित देशों में भारत छठवें स्थान पर क्रमांक देश PM2.5 (μg/m³)* 1 पाकिस्तान 67.3 2 बांग्लादेश 66.1 3 ताजिकिस्तान 57.3 4 चाड 53.6 5 कांगो 50.2 6 भारत 48.9 7 कुवैत 45.7 8 सूडान 43.0 9 इजिप्ट (मिस्र) 40.6 10 उज्बेकिस्तान 38.1 सोर्स- आईक्यूएयर दुनिया के 10 सबसे ज्यादा प्रदूषित शहर क्रमांक शहर देश PM2.5 (μg/m³) 1 लोनी भारत 112.5 2 होटन चीन 109.6 3 बर्नीहाट भारत 101.1 4 दिल्ली भारत 99.6 5 फैसलाबाद पाकिस्तान 98.8 6 रहीम यार खान पाकिस्तान 92.6 7 गाजियाबाद भारत 90.2 8 लाहौर पाकिस्तान 88.9 9 सूरजपुर भारत 88.5 10 उज्जैन भारत 86.8 सोर्स- आईक्यूएयर सिर्फ 14 प्रतिशत शहर ही साफ हवा के मानक पूरे कर पाएः दुनिया में केवल 14 प्रतिशत शहर ही मानक पूरे कर पाए। ऑस्ट्रेलिया, आइसलैंड, एस्टोनिया और पनामा जैसे देशों ने डब्ल्यूएचओ के वार्षिक पीएम2.5 मानक को पूरा किया। वहीं, इंडोनेशिया में मौसम के कारण प्रदूषण में कमी दर्ज की गई। xyxy=(192,346,558,866)
countries-table-cell: 1 xyxy=(470,513,486,522)
bhagwat-email[interactable]: editor@peoplessamachar.co.in xyxy=(192,924,279,930)
cities-table-row xyxy=(470,688,562,697)
pollution-email[interactable]: editor@peoplessamachar.co.in xyxy=(192,444,279,450)
world-headline-2[interactable]: 330 फीट दूर गिरी फ्लाइट अटेंडेंट, फिर भी बची जान xyxy=(684,1210,902,1224)
countries-table-cell: चाड xyxy=(487,540,498,548)
social-story: संसदीय समिति की सिफारिश- सोशल मीडिया, गेमिंग ऐप्स के लिए जरूरी हो एज-वेरिफिकेशन एजेंसी | नई दिल्ली editor@peoplessamachar.co.in सोशल मीडिया प्लेटफॉर्म्स पर जल्द बड़े बदलाव देखने को मिल सकते हैं। संसद की एक समिति ने फेसबुक, इंस्टाग्राम, डेटिंग और ऑनलाइन गेमिंग ऐप्स पर यूजर वेरिफिकेशन के लिए KYC और एज-वेरिफिकेशन अनिवार्य करने की सिफारिश की है। इसका उद्देश्य महिलाओं और बच्चों को ऑनलाइन सुरक्षा को मजबूत करना है। समिति ने अनुशंसा की है कि निष्पक्ष और पारदर्शी नियम बनाए जाएं। वेरिफिकेशन, सहित अकाउंट्स को हाई-रिस्क श्रेणी में रखने और बच्चों के लिए सख्त एज-गेटिंग सिस्टम लागू करने की भी सिफारिश की गई है। नियमों का पालन न करने पर प्लेटफॉर्म्स पर जुर्माने का प्रावधान भी शामिल है। समय से पहले बजट सत्र हो सकता है स्थगित इस सत्र का बजट सत्र पहले चरण से ही हाथ में चलने वाले इस सत्र का दूसरा हफ्ता 2 अप्रैल तक चलना है। सूत्रों के मुताबिक कार्यवाही कुछ दिन पहले स्थगित हो सकती है। सरकार को कई विधेयक पास कराने हैं, जिन पर चर्चा होनी है। xyxy=(566,346,936,582)
cities-source: सोर्स- आईक्यूएयर xyxy=(522,780,558,786)
news-brief-label: न्यूज ब्रीफ xyxy=(8,807,52,823)
birthday-column xyxy=(8,98,186,798)
cities-table-cell: 9 xyxy=(470,760,485,769)
lead-phone: मो.नं. 9425174141 xyxy=(192,163,249,170)
world-window xyxy=(684,1146,936,1396)
cities-col-pm: PM2.5 (μg/m³) xyxy=(539,661,562,679)
asia-headline[interactable]: अलगाववादी नेता आसिया को उम्रकैद xyxy=(566,1147,669,1175)
ias-name: कर्मवीर शर्मा (आईएएस) xyxy=(13,290,77,299)
history-headline[interactable]: भारतीय भाषा में पहले विज्ञापन का प्रकाशन xyxy=(8,1032,182,1045)
court-box-title: सुप्रीम कोर्ट xyxy=(438,1193,470,1202)
railway-headline-2[interactable]: स्टेशन परिसर में मिलेगा प्रवेश xyxy=(706,669,866,687)
budget-box-title: समय से पहले बजट सत्र हो सकता है स्थगित xyxy=(820,398,927,419)
exclusive-badge xyxy=(332,154,422,176)
footer-imprint: स्वत्वाधिकारी पीपुल्स समाचार पत्र प्रा. लि. के लिए मुद्रक एवं प्रकाशक द्वारा प्रकाशित, भोपाल (म.प्र.)। संपादक - पीपुल्स समाचार। समाचारों के चयन के लिए पीआरबी एक्ट के तहत जिम्मेदार। RNI : MPHIN/2009/27277 xyxy=(8,1406,455,1412)
countries-table-cell: भारत xyxy=(487,558,502,566)
cm-profile: निर्वाचन क्षेत्र- उज्जैन दक्षिण दल - भाजपा जन्म तिथि- 25 मार्च 1965 जन्म स्थान- उज्जैन शिक्षा- बीएससी, एलएलबी, एमए, एमबीए, पीएचडी राजनीतिक कॅरियर- देश के मौजूदा मुख्यमंत्रियों में सर्वाधिक उच्च शिक्षित राजनेता डॉ. मोहन यादव ने छात्र जीवन से ही राजनीति में सक्रिय रहे। 1988 में अभाविप के प्रदेश मंत्री बने। उज्जैन विकास प्राधिकरण के अध्यक्ष रहे। 2013, 2018 और 2023 में उज्जैन दक्षिण से विधायक चुने गए। 2020 में शिवराज मंत्रिमंडल में उच्च शिक्षा मंत्री बने। 13 दिसंबर 2023 को प्रदेश के मुख्यमंत्री पद की शपथ ली। xyxy=(13,140,181,246)
cities-table-cell: दिल्ली xyxy=(486,707,500,714)
cities-table-cell: 99.6 xyxy=(544,707,560,714)
cities-table-cell: लाहौर xyxy=(486,752,500,759)
cities-col-country: देश xyxy=(513,661,539,679)
social-apps-photo xyxy=(682,394,812,474)
cities-table-cell: 3 xyxy=(470,697,485,706)
